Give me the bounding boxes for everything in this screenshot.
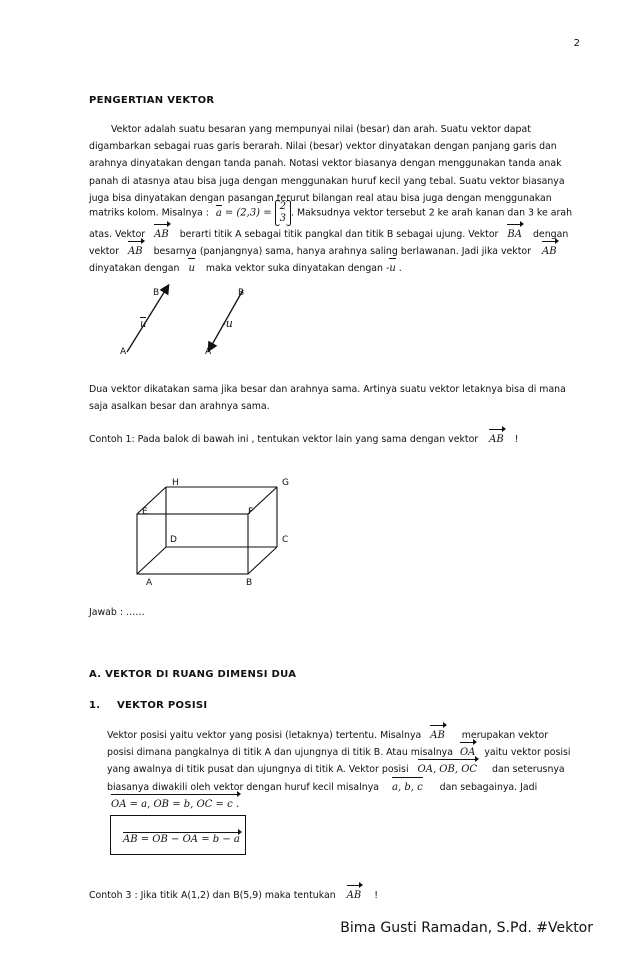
vector-a: a: [215, 207, 222, 219]
text-fragment: vektor: [89, 246, 120, 258]
text-fragment: .: [398, 263, 402, 275]
text-fragment: dan seterusnya: [492, 764, 565, 776]
text-fragment: biasanya diwakili oleh vektor dengan huruf kecil misalnya: [107, 781, 380, 793]
text-fragment: dan sebagainya. Jadi: [439, 781, 538, 793]
edge-bc: [248, 547, 277, 574]
section-title-vektor-dimensi-dua: A. VEKTOR DI RUANG DIMENSI DUA: [89, 669, 297, 680]
text-line: panah di atasnya atau bisa juga dengan menggunakan huruf kecil yang tebal. Suatu vektor biasanya: [89, 175, 565, 187]
text-fragment: merupakan vektor: [461, 730, 549, 741]
text-fragment: . Maksudnya vektor tersebut 2 ke arah kanan dan 3 ke arah: [291, 207, 573, 219]
formula-box: [110, 815, 246, 855]
text-fragment: atas. Vektor: [89, 229, 146, 240]
vectors-oa-ob-oc: OA, OB, OC: [418, 761, 478, 778]
vector-oa: OA: [460, 744, 475, 761]
subsection-title-vektor-posisi: VEKTOR POSISI: [117, 700, 208, 711]
text-fragment: matriks kolom. Misalnya :: [89, 207, 209, 219]
footer-author: Bima Gusti Ramadan, S.Pd. #Vektor: [340, 920, 593, 936]
formula-ab: AB = OB − OA = b − a: [123, 834, 240, 845]
text-fragment: berarti titik A sebagai titik pangkal dan titik B sebagai ujung. Vektor: [179, 229, 499, 240]
text-fragment: Vektor posisi yaitu vektor yang posisi (letaknya) tertentu. Misalnya: [107, 730, 422, 741]
vector-ab: AB: [542, 243, 557, 260]
page-number: 2: [573, 38, 580, 49]
label-b-left: B: [153, 288, 160, 298]
text-fragment: !: [514, 434, 519, 445]
vertex-d: D: [170, 535, 177, 545]
example-3: [89, 887, 579, 904]
text-line: Vektor adalah suatu besaran yang mempunyai nilai (besar) dan arah. Suatu vektor dapat: [111, 124, 531, 135]
text-line: arahnya dinyatakan dengan tanda panah. Notasi vektor biasanya dengan menggunakan tanda anak: [89, 158, 562, 170]
cuboid-front-face: [137, 514, 248, 574]
text-fragment: yaitu vektor posisi: [484, 747, 571, 759]
label-minus-u: -u: [222, 317, 233, 330]
text-fragment: yang awalnya di titik pusat dan ujungnya di titik A. Vektor posisi: [107, 764, 409, 776]
text-fragment: dengan: [532, 229, 569, 240]
vertex-f: F: [248, 507, 254, 517]
label-b-right: B: [238, 288, 245, 298]
paragraph-vektor-posisi: [107, 727, 580, 813]
text-fragment: Contoh 3 : Jika titik A(1,2) dan B(5,9) maka tentukan: [89, 890, 336, 901]
pair-value: = (2,3) =: [224, 207, 272, 219]
vector-ab: AB: [154, 226, 169, 243]
vector-ba: BA: [507, 226, 522, 243]
text-fragment: maka vektor suka dinyatakan dengan -: [205, 263, 390, 275]
text-fragment: posisi dimana pangkalnya di titik A dan ujungnya di titik B. Atau misalnya: [107, 747, 453, 759]
label-a-left: A: [120, 347, 127, 357]
matrix-top: 2: [279, 201, 286, 212]
text-line: saja asalkan besar dan arahnya sama.: [89, 401, 270, 413]
vertex-e: E: [142, 507, 148, 517]
edge-ad: [137, 547, 166, 574]
section-title-pengertian: PENGERTIAN VEKTOR: [89, 95, 215, 106]
text-fragment: dinyatakan dengan: [89, 263, 180, 275]
label-a-right: A: [205, 347, 212, 357]
vector-ab: AB: [489, 431, 504, 448]
vertex-h: H: [172, 478, 179, 488]
vector-ab: AB: [430, 727, 445, 744]
vector-u: u: [389, 260, 395, 277]
text-fragment: besarnya (panjangnya) sama, hanya arahnya saling berlawanan. Jadi jika vektor: [153, 246, 531, 258]
vertex-c: C: [282, 535, 289, 545]
vector-ab: AB: [347, 887, 362, 904]
answer-line: Jawab : ……: [89, 607, 145, 618]
subsection-number: 1.: [89, 700, 101, 711]
vertex-g: G: [282, 478, 289, 488]
vector-ab: AB: [128, 243, 143, 260]
vectors-a-b-c: a, b, c: [392, 779, 423, 796]
vector-u-label: u: [140, 319, 147, 330]
vector-u: u: [188, 260, 194, 277]
vertex-a: A: [146, 578, 153, 588]
text-line: Dua vektor dikatakan sama jika besar dan arahnya sama. Artinya suatu vektor letaknya bisa di mana: [89, 384, 566, 395]
vertex-b: B: [246, 578, 253, 588]
text-fragment: !: [374, 890, 378, 901]
text-line: juga bisa dinyatakan dengan pasangan terurut bilangan real atau bisa juga dengan menggunakan: [89, 192, 552, 204]
text-fragment: Contoh 1: Pada balok di bawah ini , tentukan vektor lain yang sama dengan vektor: [89, 434, 479, 445]
position-vector-equalities: OA = a, OB = b, OC = c .: [111, 796, 239, 813]
matrix-bottom: 3: [279, 213, 286, 224]
text-line: digambarkan sebagai ruas garis berarah. Nilai (besar) vektor dinyatakan dengan panjang garis dan: [89, 141, 557, 153]
